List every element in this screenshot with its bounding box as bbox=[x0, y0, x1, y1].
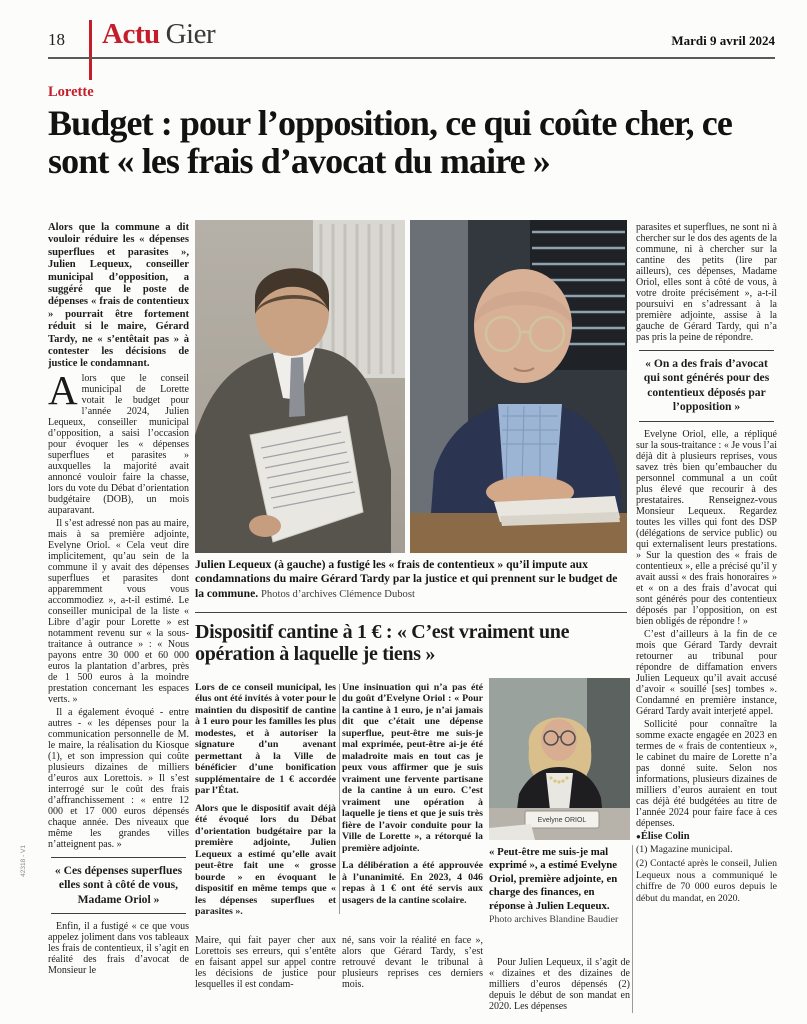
photo-pair bbox=[195, 220, 627, 553]
continuation-column-2 bbox=[195, 935, 336, 1015]
photo-julien-lequeux bbox=[195, 220, 405, 553]
photo-credit: Photos d’archives Clémence Dubost bbox=[261, 588, 415, 600]
photo-evelyne-oriol bbox=[489, 678, 630, 840]
paragraph: Il a également évoqué - entre autres - « les dépenses pour la communication personnelle de M. le maire, la réalisation du Kiosque (1), et son impression qui coûte plusieurs dizaines de milliers d’euros aux Lorettois. » Il s’est interrogé sur le coût des frais d’affranchissement : « entre 12 000 et 17 000 euros dépensés chaque année. Des niveaux que même les grandes villes n’atteignent pas. » bbox=[48, 706, 189, 850]
column-divider bbox=[339, 684, 340, 914]
paragraph: Il s’est adressé non pas au maire, mais à sa première adjointe, Evelyne Oriol. « Cela veut dire implicitement, qu’au sein de la commune il y avait des dépenses superflues et parasites dont apparemment vous vous accommodiez », a-t-il estimé. Le conseiller municipal de la liste « Libre d’agir pour Lorette » est notamment revenu sur « la sous-traitance à outrance » : « Nous payons entre 30 000 et 60 000 euros la plantation d’arbres, près de 1 500 euros à la moindre prestation concernant les espaces verts. » bbox=[48, 517, 189, 705]
paragraph: Alors que le conseil municipal de Lorette votait le budget pour l’année 2024, Julien Lequeux, conseiller municipal d’opposition, a saisi l’occasion pour évoquer les « dépenses superflues et parasites » auxquelles la majorité avait annoncé vouloir faire la chasse, lors du vote du Débat d’orientation budgétaire (DOB), un mois auparavant. bbox=[48, 366, 189, 516]
continuation-column-4 bbox=[489, 957, 630, 1024]
section-name: Actu bbox=[102, 18, 160, 50]
photo-credit: Photo archives Blandine Baudier bbox=[489, 914, 619, 926]
kicker-locality: Lorette bbox=[48, 84, 94, 100]
column-divider bbox=[632, 845, 633, 1013]
pull-quote-1: « Ces dépenses superflues elles sont à côté de vous, Madame Oriol » bbox=[51, 857, 186, 914]
main-headline: Budget : pour l’opposition, ce qui coûte cher, ce sont « les frais d’avocat du maire » bbox=[48, 103, 732, 182]
photo-caption-main bbox=[195, 558, 627, 601]
column-5 bbox=[636, 222, 777, 1018]
column-1 bbox=[48, 222, 189, 1018]
photo-caption-oriol bbox=[489, 846, 630, 927]
paragraph: Enfin, il a fustigé « ce que vous appelez joliment dans vos tableaux les frais de contentieux, il s’agit en réalité des frais d’avocat de Monsieur le bbox=[48, 921, 189, 977]
issue-date: Mardi 9 avril 2024 bbox=[671, 33, 775, 48]
section-divider-rule bbox=[195, 612, 627, 613]
pull-quote-2: « On a des frais d’avocat qui sont générés pour des contentieux déposés par l’opposition » bbox=[639, 350, 774, 422]
nameplate-text: Evelyne ORIOL bbox=[537, 817, 587, 824]
paragraph: parasites et superflues, ne sont ni à chercher sur le dos des agents de la commune, ni à chercher sur la cantine des petits (lire par ailleurs), ces dépenses, Madame Oriol, elles sont à côté de vous, à votre droite précisément », a-t-il poursuivi en s’adressant à la première adjointe, assise à la gauche de Gérard Tardy, qui n’a pas pris la peine de répondre. bbox=[636, 222, 777, 343]
continuation-column-3 bbox=[342, 935, 483, 1015]
caption-text: Julien Lequeux (à gauche) a fustigé les « frais de contentieux » qu’il impute aux condamnations du maire Gérard Tardy par la justice et qui prennent sur le budget de la commune. bbox=[195, 558, 618, 600]
paragraph: Lors de ce conseil municipal, les élus ont été invités à voter pour le maintien du dispositif de cantine à 1 euro pour les familles les plus modestes, et à autoriser la signature d’un avenant permettant à la Ville de bénéficier d’une bonification supplémentaire de 1 € accordée par l’État. bbox=[195, 682, 336, 797]
sub-article-column-2 bbox=[342, 682, 483, 920]
print-code: 42318 - V1 bbox=[20, 845, 27, 877]
article-lead: Alors que la commune a dit vouloir réduire les « dépenses superflues et parasites », Julien Lequeux, conseiller municipal d’opposition, a suggéré que le poste de dépenses « frais de contentieux » pourrait être fortement réduit si le maire, Gérard Tardy, ne « s’entêtait pas » à contester les décisions de justice le condamnant. bbox=[48, 222, 189, 370]
photo-evelyne-oriol-illustration bbox=[489, 678, 630, 840]
sub-article-column-1 bbox=[195, 682, 336, 920]
photo-gerard-tardy-illustration bbox=[410, 220, 627, 553]
paragraph: né, sans voir la réalité en face », alors que Gérard Tardy, s’est retrouvé devant le tribunal à plusieurs reprises ces derniers mois. bbox=[342, 935, 483, 990]
sub-article-headline: Dispositif cantine à 1 € : « C’est vraiment une opération à laquelle je tiens » bbox=[195, 621, 570, 666]
photo-julien-lequeux-illustration bbox=[195, 220, 405, 553]
photo-gerard-tardy bbox=[410, 220, 627, 553]
footnote-1: (1) Magazine municipal. bbox=[636, 844, 733, 856]
edition-name: Gier bbox=[165, 18, 216, 50]
paragraph: Alors que le dispositif avait déjà été évoqué lors du Débat d’orientation budgétaire par la première adjointe, Julien Lequeux a estimé qu’elle avait peut-être fait une « grosse bourde » en évoquant le dispositif en même temps que « les dépenses superflues et parasites ». bbox=[195, 802, 336, 918]
paragraph: Sollicité pour connaître la somme exacte engagée en 2023 en termes de « frais de contentieux », le cabinet du maire de Lorette n’a pas donné suite. Selon nos informations, plusieurs dizaines de milliers d’euros auraient en tout cas déjà été budgétées au titre de l’année 2024 pour faire face à ces dépenses. bbox=[636, 718, 777, 829]
header-rule bbox=[48, 57, 775, 59]
author-byline: ● Élise Colin bbox=[636, 831, 777, 843]
section-masthead bbox=[102, 18, 215, 51]
header-red-bar bbox=[89, 20, 92, 80]
paragraph: Une insinuation qui n’a pas été du goût d’Evelyne Oriol : « Pour la cantine à 1 euro, je n’ai jamais dit que c’était une dépense superflue, peut-être me suis-je mal exprimée, peut-être ai-je été maladroite mais en tout cas je peux vous affirmer que je suis vraiment une fervente partisane de la cantine à un euro. C’est vraiment une opération à laquelle je tiens et que je suis très fière de l’avoir conduite pour la Ville de Lorette », a rétorqué la première adjointe. bbox=[342, 682, 483, 854]
paragraph: Pour Julien Lequeux, il s’agit de « dizaines et des dizaines de milliers d’euros dépensés (2) depuis le début de son mandat en 2020. Les dépenses bbox=[489, 957, 630, 1012]
page-number: 18 bbox=[48, 30, 65, 49]
paragraph: La délibération a été approuvée à l’unanimité. En 2023, 4 046 repas à 1 € ont été servis aux usagers de la cantine scolaire. bbox=[342, 860, 483, 906]
paragraph: C’est d’ailleurs à la fin de ce mois que Gérard Tardy devrait retourner au tribunal pour répondre de diffamation envers Julien Lequeux qu’il avait accusé d’avoir « souillé [ses] tombes ». Condamné en première instance, Gérard Tardy avait interjeté appel. bbox=[636, 628, 777, 717]
paragraph: Evelyne Oriol, elle, a répliqué sur la sous-traitance : « Je vous l’ai déjà dit à plusieurs reprises, vous savez très bien qu’embaucher du personnel communal a un coût plus élevé que recourir à des prestataires. Renseignez-vous Monsieur Lequeux. Regardez toutes les villes qui font des DSP (délégations de service public) ou qui externalisent leurs prestations. » Sur la question des « frais de contentieux », elle a précisé qu’il y avait aussi « des frais honoraires » et « on a des frais d’avocat qui sont générés pour des contentieux déposés par l’opposition, on est bien obligés de répondre ! » bbox=[636, 428, 777, 627]
drop-cap: A bbox=[48, 366, 78, 413]
paragraph: Maire, qui fait payer cher aux Lorettois ses erreurs, qui s’entête en faisant appel sur appel contre les décisions de justice pour lesquelles il est condam- bbox=[195, 935, 336, 990]
caption-text: « Peut-être me suis-je mal exprimé », a estimé Evelyne Oriol, première adjointe, en charge des finances, en réponse à Julien Lequeux. bbox=[489, 846, 618, 912]
footnote-2: (2) Contacté après le conseil, Julien Lequeux nous a communiqué le chiffre de 70 000 euros depuis le début du mandat, en 2020. bbox=[636, 858, 777, 904]
